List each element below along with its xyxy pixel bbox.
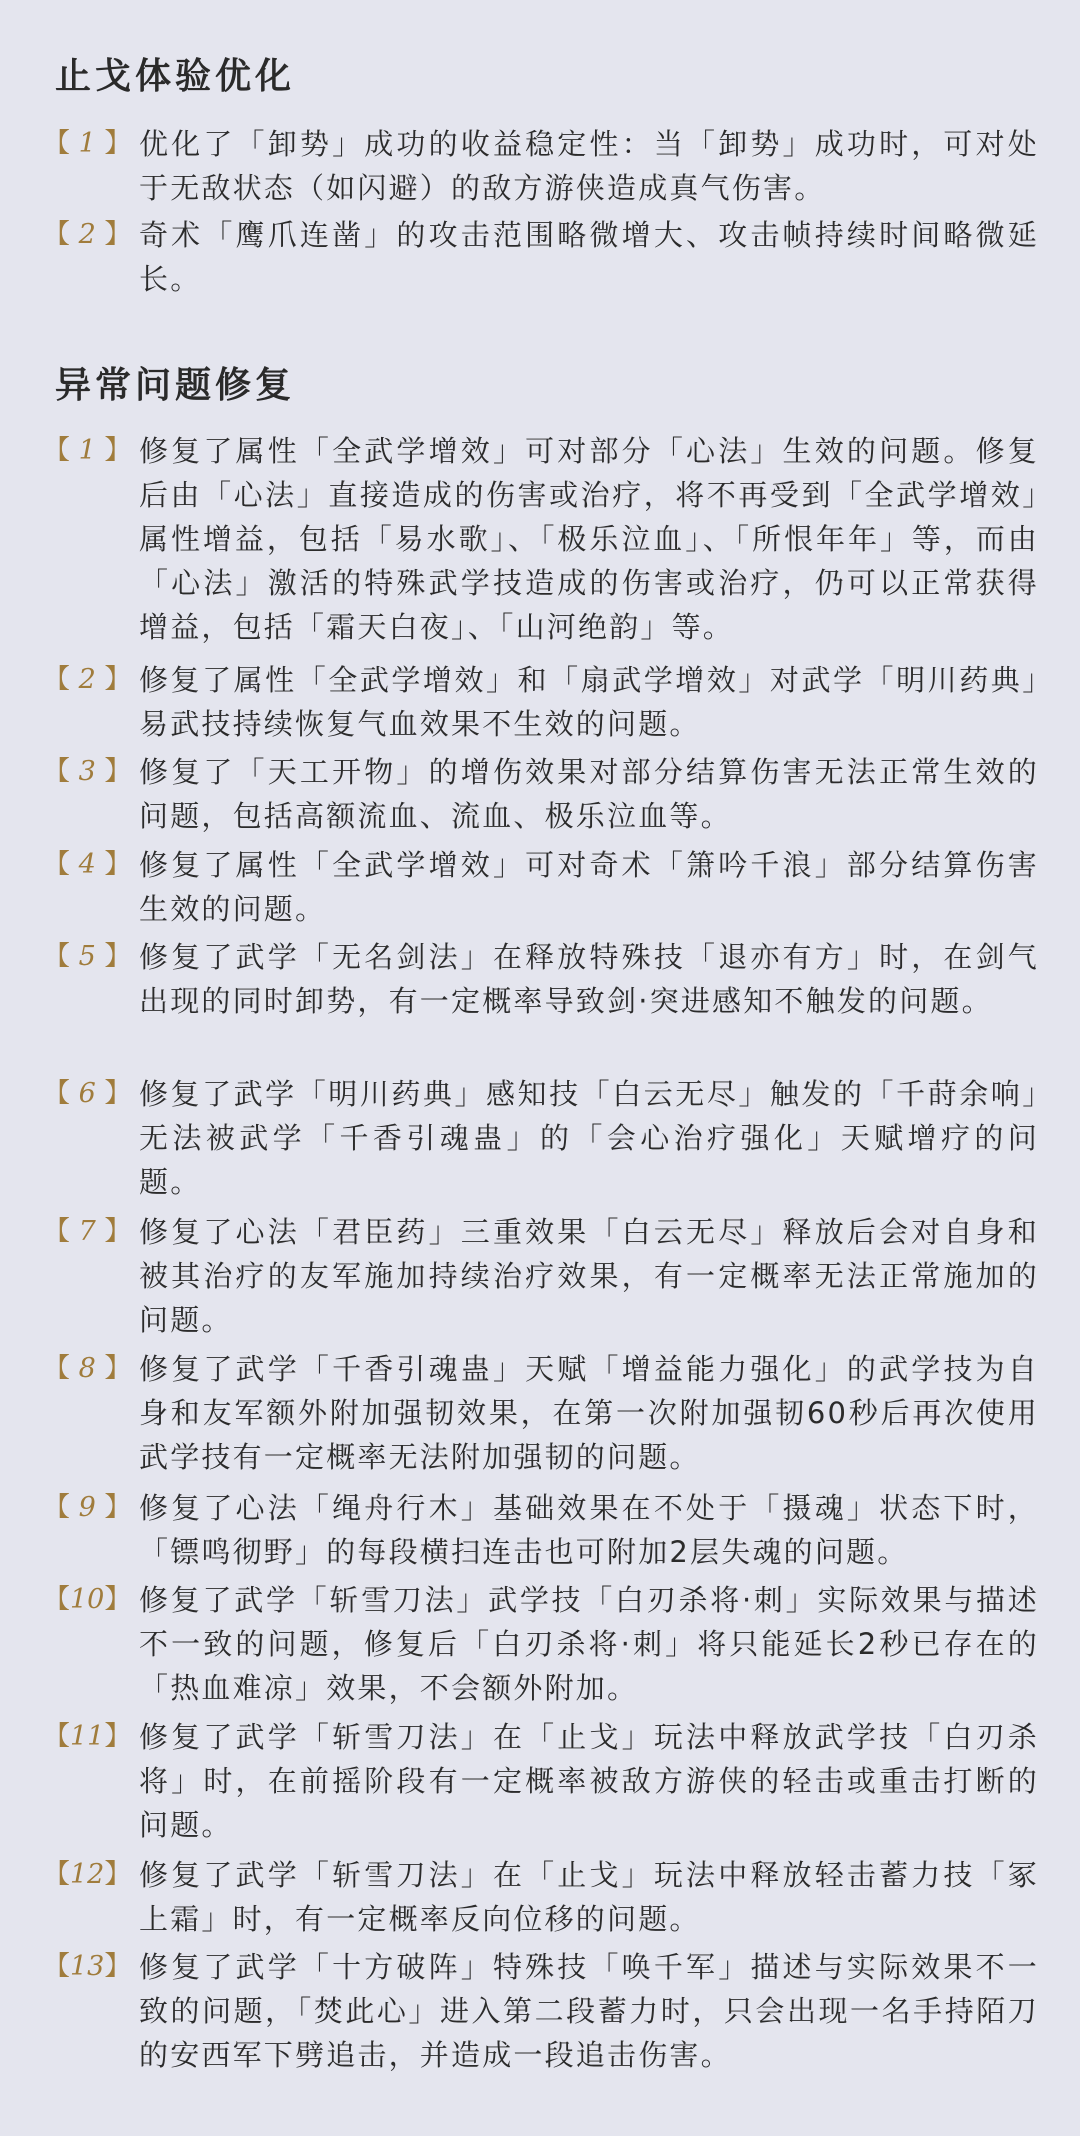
item-number-badge: 【 5 】 — [43, 941, 132, 972]
item-number-badge: 【 3 】 — [43, 756, 132, 787]
item-text: 修复了武学「十方破阵」特殊技「唤千军」描述与实际效果不一致的问题，「焚此心」进入第二段蓄力时，只会出现一名手持陌刀的安西军下劈追击，并造成一段追击伤害。 — [139, 1950, 1039, 2072]
item-text: 修复了属性「全武学增效」和「扇武学增效」对武学「明川药典」易武技持续恢复气血效果不生效的问题。 — [139, 663, 1039, 741]
item-text: 修复了心法「绳舟行木」基础效果在不处于「摄魂」状态下时，「镖鸣彻野」的每段横扫连击也可附加2层失魂的问题。 — [139, 1491, 1039, 1569]
list-item — [43, 658, 1043, 746]
item-text: 修复了武学「斩雪刀法」在「止戈」玩法中释放轻击蓄力技「冢上霜」时，有一定概率反向位移的问题。 — [139, 1858, 1039, 1936]
list-item — [43, 429, 1043, 649]
list-item — [43, 1210, 1043, 1342]
item-number-badge: 【 2 】 — [43, 664, 132, 695]
list-item — [43, 935, 1043, 1023]
item-number-badge: 【 8 】 — [43, 1353, 132, 1384]
list-item — [43, 1347, 1043, 1479]
item-number-badge: 【13】 — [43, 1951, 132, 1982]
item-number-badge: 【 4 】 — [43, 849, 132, 880]
item-text: 修复了武学「明川药典」感知技「白云无尽」触发的「千莳余响」无法被武学「千香引魂蛊」的「会心治疗强化」天赋增疗的问题。 — [139, 1077, 1039, 1199]
item-text: 优化了「卸势」成功的收益稳定性：当「卸势」成功时，可对处于无敌状态（如闪避）的敌方游侠造成真气伤害。 — [139, 127, 1039, 205]
section-title-bugfix: 异常问题修复 — [55, 365, 296, 406]
list-item — [43, 1945, 1043, 2077]
item-number-badge: 【12】 — [43, 1859, 132, 1890]
item-number-badge: 【 1 】 — [43, 435, 132, 466]
item-number-badge: 【 1 】 — [43, 128, 132, 159]
item-number-badge: 【10】 — [43, 1584, 132, 1615]
item-text: 奇术「鹰爪连凿」的攻击范围略微增大、攻击帧持续时间略微延长。 — [139, 218, 1039, 296]
list-item — [43, 213, 1043, 301]
item-text: 修复了武学「无名剑法」在释放特殊技「退亦有方」时，在剑气出现的同时卸势，有一定概率导致剑·突进感知不触发的问题。 — [139, 940, 1039, 1018]
list-item — [43, 1715, 1043, 1847]
list-item — [43, 1486, 1043, 1574]
list-item — [43, 750, 1043, 838]
list-item — [43, 1578, 1043, 1710]
list-item — [43, 122, 1043, 210]
item-text: 修复了武学「千香引魂蛊」天赋「增益能力强化」的武学技为自身和友军额外附加强韧效果，在第一次附加强韧60秒后再次使用武学技有一定概率无法附加强韧的问题。 — [139, 1352, 1039, 1474]
list-item — [43, 843, 1043, 931]
list-item — [43, 1072, 1043, 1204]
item-number-badge: 【 2 】 — [43, 219, 132, 250]
item-number-badge: 【 7 】 — [43, 1216, 132, 1247]
item-text: 修复了属性「全武学增效」可对部分「心法」生效的问题。修复后由「心法」直接造成的伤害或治疗，将不再受到「全武学增效」属性增益，包括「易水歌」、「极乐泣血」、「所恨年年」等，而由「心法」激活的特殊武学技造成的伤害或治疗，仍可以正常获得增益，包括「霜天白夜」、「山河绝韵」等。 — [139, 434, 1039, 644]
item-number-badge: 【 9 】 — [43, 1492, 132, 1523]
item-text: 修复了「天工开物」的增伤效果对部分结算伤害无法正常生效的问题，包括高额流血、流血、极乐泣血等。 — [139, 755, 1039, 833]
item-text: 修复了心法「君臣药」三重效果「白云无尽」释放后会对自身和被其治疗的友军施加持续治疗效果，有一定概率无法正常施加的问题。 — [139, 1215, 1039, 1337]
item-number-badge: 【 6 】 — [43, 1078, 132, 1109]
item-text: 修复了属性「全武学增效」可对奇术「箫吟千浪」部分结算伤害生效的问题。 — [139, 848, 1039, 926]
item-number-badge: 【11】 — [43, 1721, 132, 1752]
item-text: 修复了武学「斩雪刀法」在「止戈」玩法中释放武学技「白刃杀将」时，在前摇阶段有一定概率被敌方游侠的轻击或重击打断的问题。 — [139, 1720, 1039, 1842]
item-text: 修复了武学「斩雪刀法」武学技「白刃杀将·刺」实际效果与描述不一致的问题，修复后「白刃杀将·刺」将只能延长2秒已存在的「热血难凉」效果，不会额外附加。 — [139, 1583, 1039, 1705]
list-item — [43, 1853, 1043, 1941]
section-title-experience: 止戈体验优化 — [55, 56, 296, 97]
